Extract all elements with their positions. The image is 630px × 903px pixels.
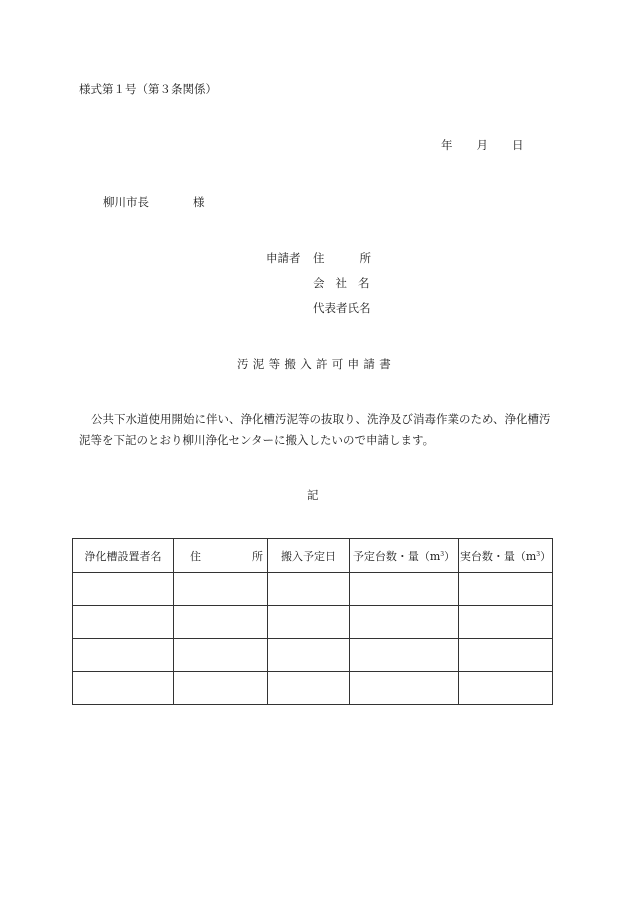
applicant-company-label	[313, 275, 370, 291]
table-cell[interactable]	[350, 639, 459, 672]
planned-volume-text: 予定台数・量（m	[352, 549, 441, 563]
ki-heading: 記	[307, 488, 319, 502]
table-cell[interactable]	[459, 639, 553, 672]
record-table	[72, 538, 553, 705]
table-cell[interactable]	[73, 573, 174, 606]
table-cell[interactable]	[268, 606, 350, 639]
applicant-label: 申請者	[266, 251, 301, 265]
address-label-part-1: 住	[313, 251, 325, 265]
header-planned-date: 搬入予定日	[268, 539, 350, 573]
table-cell[interactable]	[268, 672, 350, 705]
addressee-name: 柳川市長	[103, 195, 149, 209]
address-label-part-2: 所	[359, 251, 371, 265]
date-month-label: 月	[476, 138, 488, 152]
table-row	[73, 672, 553, 705]
table-cell[interactable]	[459, 573, 553, 606]
header-address-part-1: 住	[190, 549, 201, 563]
table-cell[interactable]	[73, 672, 174, 705]
table-row	[73, 639, 553, 672]
addressee-honorific: 様	[193, 195, 205, 209]
table-header-row	[73, 539, 553, 573]
addressee	[103, 194, 205, 210]
header-address	[174, 539, 268, 573]
header-address-part-2: 所	[252, 549, 263, 563]
planned-volume-suffix: ）	[444, 549, 456, 563]
company-label-part-2: 社	[335, 276, 347, 290]
table-cell[interactable]	[73, 606, 174, 639]
actual-volume-suffix: ）	[540, 549, 552, 563]
table-cell[interactable]	[459, 606, 553, 639]
table-row	[73, 573, 553, 606]
form-number: 様式第１号（第３条関係）	[79, 82, 217, 96]
table-cell[interactable]	[350, 606, 459, 639]
planned-volume-superscript: 3	[440, 550, 445, 558]
table-cell[interactable]	[174, 639, 268, 672]
applicant-representative-label: 代表者氏名	[313, 301, 371, 315]
body-paragraph: 公共下水道使用開始に伴い、浄化槽汚泥等の抜取り、洗浄及び消毒作業のため、浄化槽汚泥等を下記のとおり柳川浄化センターに搬入したいので申請します。	[79, 412, 551, 447]
actual-volume-superscript: 3	[536, 550, 541, 558]
table-cell[interactable]	[174, 672, 268, 705]
date-line	[441, 137, 524, 153]
company-label-part-1: 会	[313, 276, 325, 290]
table-row	[73, 606, 553, 639]
date-day-label: 日	[512, 138, 524, 152]
applicant-address-label	[313, 250, 371, 266]
table-cell[interactable]	[350, 573, 459, 606]
date-year-label: 年	[441, 138, 453, 152]
header-planned-volume	[350, 539, 459, 573]
table-cell[interactable]	[350, 672, 459, 705]
table-cell[interactable]	[268, 639, 350, 672]
table-cell[interactable]	[459, 672, 553, 705]
header-actual-volume	[459, 539, 553, 573]
table-cell[interactable]	[174, 573, 268, 606]
company-label-part-3: 名	[358, 276, 370, 290]
table-cell[interactable]	[268, 573, 350, 606]
table-cell[interactable]	[73, 639, 174, 672]
header-owner: 浄化槽設置者名	[73, 539, 174, 573]
actual-volume-text: 実台数・量（m	[459, 549, 537, 563]
document-title: 汚泥等搬入許可申請書	[237, 357, 395, 371]
table-cell[interactable]	[174, 606, 268, 639]
